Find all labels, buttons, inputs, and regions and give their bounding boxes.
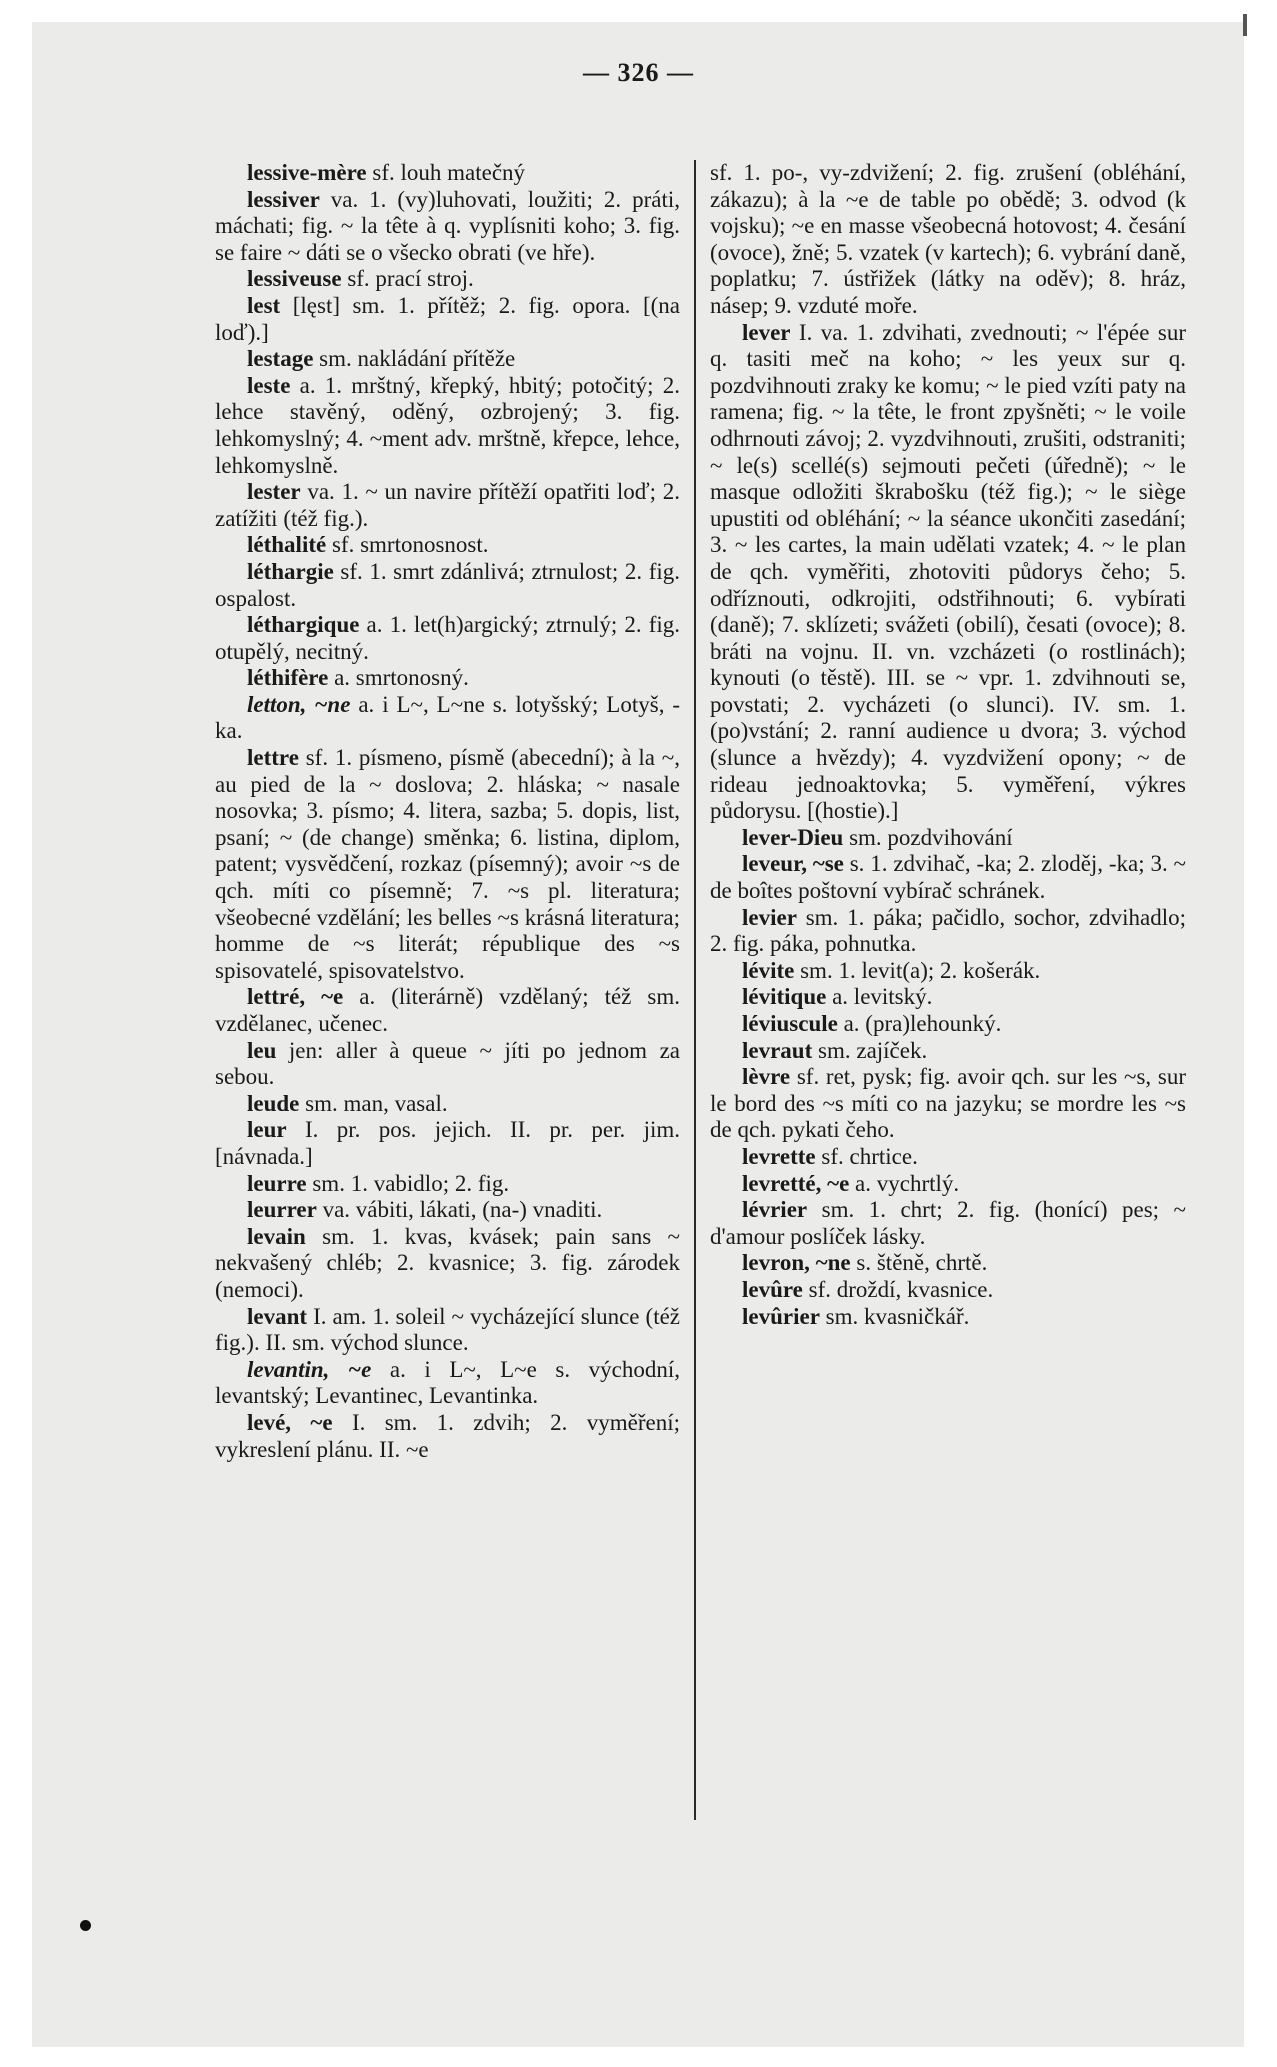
definition: sm. man, vasal.	[299, 1090, 448, 1116]
dictionary-entry	[215, 187, 680, 267]
dictionary-entry	[710, 1171, 1186, 1198]
headword: léviuscule	[742, 1011, 838, 1036]
headword: lever-Dieu	[742, 824, 844, 850]
definition: va. 1. (vy)luhovati, loužiti; 2. práti, máchati; fig. ~ la tête à q. vyplísniti koho; 3. fig. se faire ~ dáti se o všecko obrati (ve hře).	[215, 186, 680, 265]
headword: lessive-mère	[247, 160, 367, 185]
headword: leurrer	[247, 1197, 317, 1223]
dictionary-entry	[710, 1011, 1186, 1038]
headword: levûrier	[742, 1303, 820, 1329]
definition: s. 1. zdvihač, -ka; 2. zloděj, -ka; 3. ~ de boîtes poštovní vybírač schránek.	[710, 851, 1186, 904]
dictionary-entry	[215, 745, 680, 984]
headword: lest	[247, 292, 281, 318]
headword: levé, ~e	[247, 1409, 333, 1435]
dictionary-entry	[215, 1410, 680, 1463]
margin-dot	[80, 1920, 91, 1931]
definition: I. sm. 1. zdvih; 2. vyměření; vykreslení plánu. II. ~e	[215, 1409, 680, 1462]
headword: lessiver	[247, 186, 320, 212]
headword: lévrier	[742, 1197, 808, 1223]
definition: a. (literárně) vzdělaný; též sm. vzdělanec, učenec.	[215, 984, 680, 1036]
definition: sm. zajíček.	[812, 1037, 928, 1063]
definition: sf. 1. smrt zdánlivá; ztrnulost; 2. fig. ospalost.	[215, 558, 680, 611]
headword: lettre	[247, 745, 299, 771]
dictionary-entry	[710, 905, 1186, 958]
dictionary-entry	[710, 1250, 1186, 1277]
definition: sm. pozdvihování	[843, 824, 1013, 850]
dictionary-entry	[215, 559, 680, 612]
headword: lessiveuse	[247, 266, 342, 292]
headword: léthalité	[247, 532, 327, 558]
page-number: — 326 —	[583, 58, 694, 87]
dictionary-entry	[215, 1357, 680, 1410]
definition: sf. 1. písmeno, písmě (abecední); à la ~, au pied de la ~ doslova; 2. hláska; ~ nasale nosovka; 3. písmo; 4. litera, sazba; 5. dopis, list, psaní; ~ (de change) směnka; 6. listina, diplom, patent; vysvědčení, rozkaz (písemný); avoir ~s de qch. míti co písemně; 7. ~s pl. literatura; všeobecné vzdělání; les belles ~s krásná literatura; homme de ~s literát; république des ~s spisovatelé, spisovatelstvo.	[215, 745, 680, 983]
headword: lèvre	[742, 1064, 791, 1090]
definition: sm. kvasničkář.	[819, 1303, 970, 1329]
headword: leu	[247, 1037, 277, 1063]
dictionary-entry	[215, 692, 680, 745]
headword: lestage	[247, 346, 314, 372]
headword: levraut	[742, 1037, 813, 1063]
definition: a. levitský.	[826, 984, 933, 1010]
dictionary-entry	[215, 1171, 680, 1198]
dictionary-entry	[215, 1197, 680, 1224]
dictionary-entry	[215, 532, 680, 559]
definition: sm. 1. kvas, kvásek; pain sans ~ nekvašený chléb; 2. kvasnice; 3. fig. zárodek (nemoci).	[215, 1223, 680, 1302]
dictionary-entry	[215, 373, 680, 479]
definition: sm. 1. páka; pačidlo, sochor, zdvihadlo; 2. fig. páka, pohnutka.	[710, 904, 1186, 957]
definition: sf. chrtice.	[815, 1143, 918, 1169]
dictionary-entry	[710, 1304, 1186, 1331]
headword: lévitique	[742, 984, 827, 1010]
definition: sf. prací stroj.	[341, 266, 474, 292]
definition: a. (pra)lehounký.	[837, 1011, 1002, 1036]
headword: leveur, ~se	[742, 851, 844, 877]
definition: va. vábiti, lákati, (na-) vnaditi.	[316, 1197, 603, 1223]
dictionary-entry	[215, 1091, 680, 1118]
dictionary-entry	[215, 293, 680, 346]
dictionary-entry	[710, 984, 1186, 1011]
headword: léthargique	[247, 612, 360, 638]
dictionary-entry	[215, 612, 680, 665]
definition: sf. smrtonosnost.	[326, 532, 489, 558]
headword: leur	[247, 1117, 287, 1143]
dictionary-entry	[215, 1038, 680, 1091]
definition: a. i L~, L~e s. východní, levantský; Levantinec, Levantinka.	[215, 1356, 680, 1409]
headword: levantin, ~e	[247, 1356, 372, 1382]
column-divider	[694, 160, 696, 1820]
dictionary-entry-continuation	[710, 160, 1186, 320]
definition: I. am. 1. soleil ~ vycházející slunce (též fig.). II. sm. východ slunce.	[215, 1303, 680, 1356]
headword: leude	[247, 1090, 300, 1116]
dictionary-entry	[710, 1277, 1186, 1304]
definition: a. 1. let(h)argický; ztrnulý; 2. fig. otupělý, necitný.	[215, 612, 680, 664]
dictionary-entry	[215, 160, 680, 187]
definition: sf. 1. po-, vy-zdvižení; 2. fig. zrušení (obléhání, zákazu); à la ~e de table po obědě; 3. odvod (k vojsku); ~e en masse všeobecná hotovost; 4. česání (ovoce), žně; 5. vzatek (v kartech); 6. vybrání daně, poplatku; 7. ústřižek (látky na oděv); 8. hráz, násep; 9. vzduté moře.	[710, 160, 1186, 318]
dictionary-entry	[710, 958, 1186, 985]
definition: sm. 1. vabidlo; 2. fig.	[306, 1170, 510, 1196]
definition: I. pr. pos. jejich. II. pr. per. jim. [návnada.]	[215, 1117, 680, 1169]
dictionary-entry	[710, 1144, 1186, 1171]
dictionary-entry	[710, 320, 1186, 825]
dictionary-entry	[710, 851, 1186, 904]
dictionary-entry	[215, 346, 680, 373]
definition: s. štěně, chrtě.	[850, 1250, 988, 1276]
headword: levier	[742, 904, 797, 930]
headword: leste	[247, 372, 291, 398]
definition: a. smrtonosný.	[328, 665, 469, 691]
headword: levûre	[742, 1276, 803, 1302]
dictionary-entry	[710, 1038, 1186, 1065]
dictionary-entry	[710, 825, 1186, 852]
dictionary-entry	[215, 984, 680, 1037]
definition: jen: aller à queue ~ jíti po jednom za sebou.	[215, 1037, 680, 1090]
headword: levron, ~ne	[742, 1250, 851, 1276]
headword: leurre	[247, 1170, 307, 1196]
headword: lever	[742, 319, 791, 345]
definition: I. va. 1. zdvihati, zvednouti; ~ l'épée sur q. tasiti meč na koho; ~ les yeux sur q. pozdvihnouti zraky ke komu; ~ le pied vzíti paty na ramena; fig. ~ la tête, le front zpyšněti; ~ le voile odhrnouti závoj; 2. vyzdvihnouti, zrušiti, odstraniti; ~ le(s) scellé(s) sejmouti pečeti (úředně); ~ le masque odložiti škrabošku (též fig.); ~ le siège upustiti od obléhání; ~ la séance ukončiti zasedání; 3. ~ les cartes, la main udělati vzatek; 4. ~ le plan de qch. vyměřiti, zhotoviti půdorys čeho; 5. odříznouti, odkrojiti, odstřihnouti; 6. vybírati (daně); 7. sklízeti; svážeti (obilí), česati (ovoce); 8. bráti na vojnu. II. vn. vzcházeti (o rostlinách); kynouti (o těstě). III. se ~ vpr. 1. zdvihnouti se, povstati; 2. vycházeti (o slunci). IV. sm. 1. (po)vstání; 2. ranní audience u dvora; 3. východ (slunce a hvězdy); 4. vyzdvižení opony; ~ de rideau jednoaktovka; 5. vyměření, výkres půdorysu. [(hostie).]	[710, 319, 1186, 824]
dictionary-entry	[215, 1304, 680, 1357]
definition: va. 1. ~ un navire přítěží opatřiti loď; 2. zatížiti (též fig.).	[215, 479, 680, 531]
headword: léthifère	[247, 665, 329, 691]
dictionary-entry	[215, 1117, 680, 1170]
headword: lettré, ~e	[247, 984, 344, 1010]
left-column	[215, 160, 680, 1463]
definition: a. 1. mrštný, křepký, hbitý; potočitý; 2. lehce stavěný, oděný, ozbrojený; 3. fig. lehkomyslný; 4. ~ment adv. mrštně, křepce, lehce, lehkomyslně.	[215, 372, 680, 478]
headword: levretté, ~e	[742, 1170, 850, 1196]
headword: levrette	[742, 1143, 816, 1169]
definition: sm. 1. chrt; 2. fig. (honící) pes; ~ d'amour poslíček lásky.	[710, 1197, 1186, 1249]
headword: levain	[247, 1223, 306, 1249]
dictionary-entry	[215, 266, 680, 293]
definition: sf. louh matečný	[366, 160, 526, 185]
dictionary-entry	[215, 665, 680, 692]
headword: lester	[247, 479, 301, 505]
definition: sm. nakládání přítěže	[313, 346, 516, 372]
headword: levant	[247, 1303, 308, 1329]
definition: [lęst] sm. 1. přítěž; 2. fig. opora. [(na loď).]	[215, 292, 680, 345]
scan-artifact-mark	[1243, 14, 1247, 36]
dictionary-entry	[710, 1197, 1186, 1250]
dictionary-entry	[710, 1064, 1186, 1144]
definition: sf. ret, pysk; fig. avoir qch. sur les ~s, sur le bord des ~s míti co na jazyku; se mordre les ~s de qch. pykati čeho.	[710, 1064, 1186, 1143]
definition: sf. droždí, kvasnice.	[802, 1276, 994, 1302]
dictionary-entry	[215, 1224, 680, 1304]
definition: a. vychrtlý.	[849, 1170, 960, 1196]
definition: sm. 1. levit(a); 2. košerák.	[794, 957, 1041, 983]
definition: a. i L~, L~ne s. lotyšský; Lotyš, -ka.	[215, 691, 680, 744]
right-column	[710, 160, 1186, 1330]
headword: lévite	[742, 957, 795, 983]
headword: letton, ~ne	[247, 691, 351, 717]
dictionary-entry	[215, 479, 680, 532]
headword: léthargie	[247, 558, 334, 584]
